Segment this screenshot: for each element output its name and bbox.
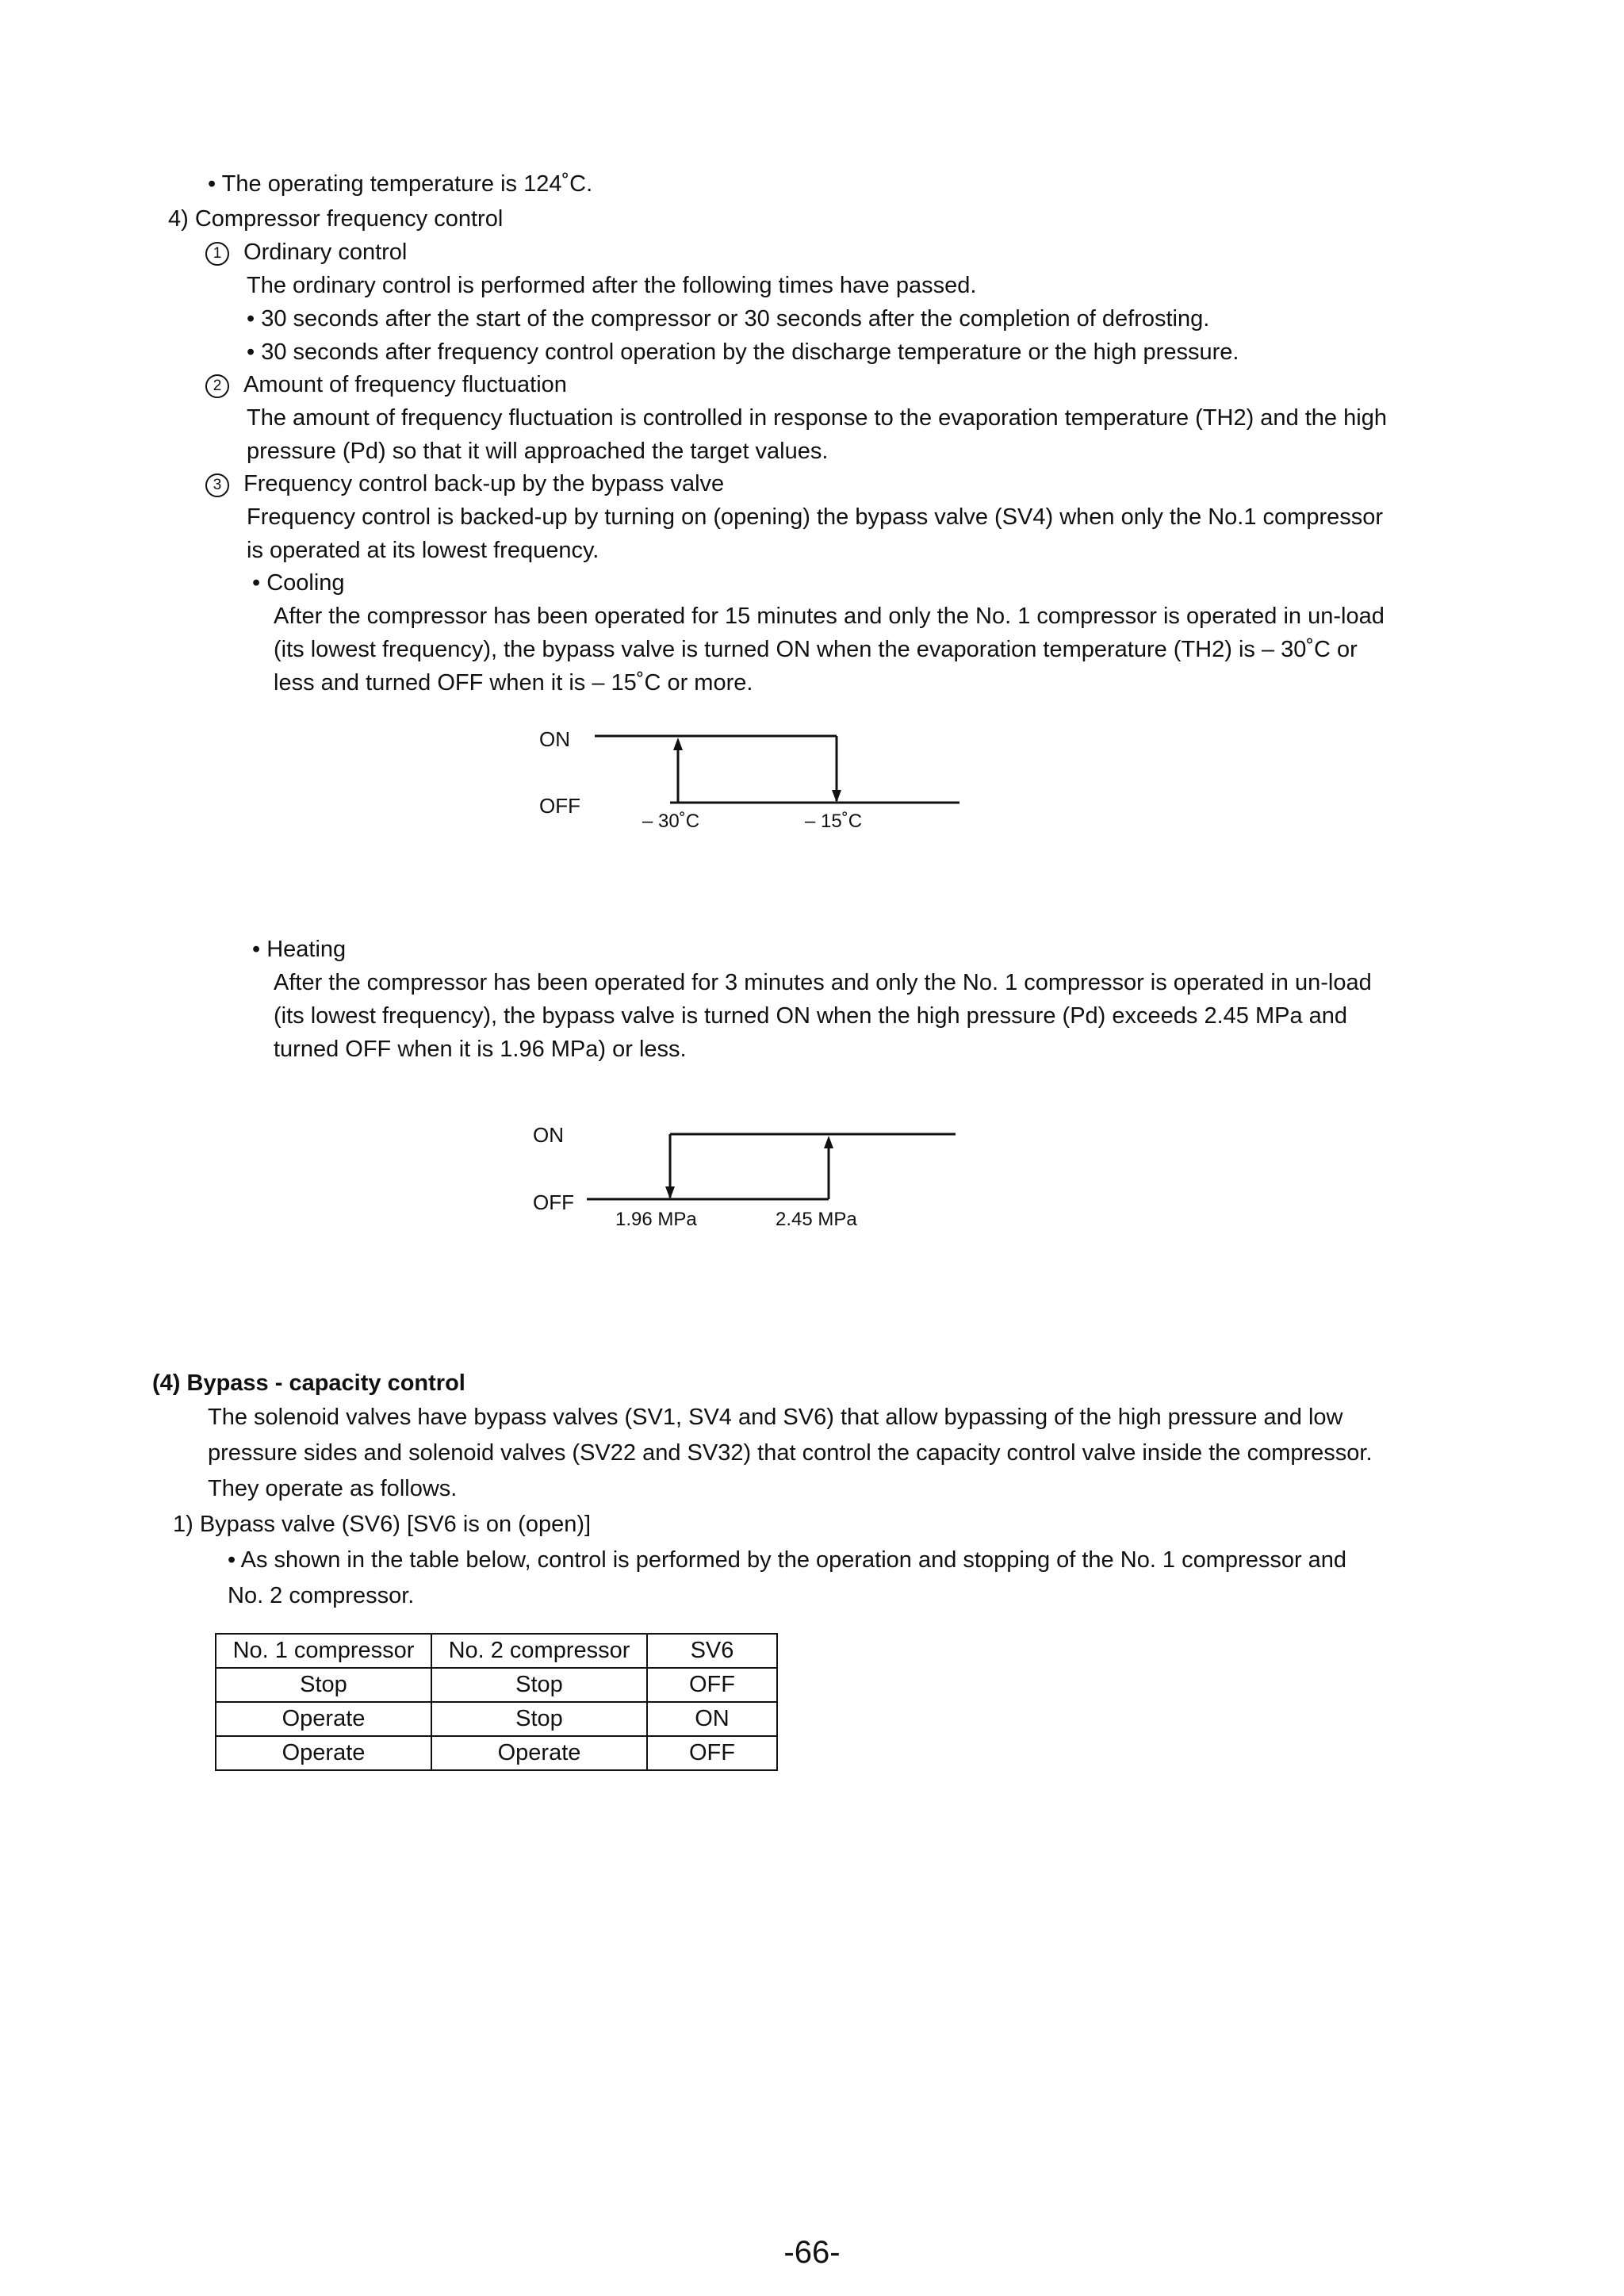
table-row: [216, 1702, 777, 1736]
table-cell: OFF: [647, 1736, 777, 1770]
paragraph-line: The solenoid valves have bypass valves (SV1, SV4 and SV6) that allow bypassing of the high pressure and low: [208, 1405, 1343, 1430]
cooling-hysteresis-diagram: [523, 714, 967, 841]
heating-on-label: ON: [533, 1123, 564, 1147]
table-cell: Stop: [216, 1668, 431, 1702]
arrowhead-up: [824, 1136, 833, 1148]
cooling-on-threshold: – 30˚C: [642, 811, 700, 832]
subheading-bypass-backup: [205, 473, 724, 497]
table-cell: Stop: [431, 1702, 647, 1736]
table-row: [216, 1668, 777, 1702]
paragraph-line: pressure sides and solenoid valves (SV22 and SV32) that control the capacity control valve inside the compressor.: [208, 1440, 1373, 1466]
arrowhead-down: [665, 1186, 675, 1199]
subheading-frequency-fluctuation: [205, 374, 567, 398]
section-title-bypass-capacity-control: (4) Bypass - capacity control: [152, 1370, 465, 1396]
paragraph-line: less and turned OFF when it is – 15˚C or more.: [274, 670, 753, 696]
paragraph-line: The amount of frequency fluctuation is controlled in response to the evaporation temperature (TH2) and the high: [247, 405, 1387, 431]
paragraph-line: pressure (Pd) so that it will approached the target values.: [247, 439, 829, 464]
heating-off-label: OFF: [533, 1190, 574, 1214]
table-header-cell: SV6: [647, 1634, 777, 1668]
paragraph-line: No. 2 compressor.: [228, 1583, 415, 1608]
paragraph-line: The ordinary control is performed after the following times have passed.: [247, 273, 977, 298]
circled-number-3: 3: [205, 473, 229, 497]
table-cell: Operate: [216, 1702, 431, 1736]
paragraph-line: Frequency control is backed-up by turning on (opening) the bypass valve (SV4) when only the No.1 compressor: [247, 504, 1384, 530]
paragraph-line: After the compressor has been operated for 3 minutes and only the No. 1 compressor is operated in un-load: [274, 970, 1372, 995]
paragraph-line: is operated at its lowest frequency.: [247, 538, 599, 563]
subheading-text: Amount of frequency fluctuation: [243, 372, 567, 397]
arrowhead-down: [832, 790, 841, 803]
table-cell: Operate: [216, 1736, 431, 1770]
cooling-off-threshold: – 15˚C: [805, 811, 863, 832]
heating-on-threshold: 2.45 MPa: [776, 1209, 857, 1230]
cooling-on-label: ON: [539, 727, 570, 751]
arrowhead-up: [673, 738, 683, 750]
subheading-text: Frequency control back-up by the bypass valve: [243, 471, 725, 496]
table-header-cell: No. 1 compressor: [216, 1634, 431, 1668]
heating-off-threshold: 1.96 MPa: [615, 1209, 697, 1230]
table-header-row: [216, 1634, 777, 1668]
bullet-line: • As shown in the table below, control is performed by the operation and stopping of the No. 1 compressor and: [228, 1547, 1347, 1573]
bullet-line: • 30 seconds after frequency control operation by the discharge temperature or the high pressure.: [247, 339, 1239, 365]
heating-hysteresis-diagram: [523, 1110, 967, 1237]
cooling-off-label: OFF: [539, 794, 580, 818]
table-row: [216, 1736, 777, 1770]
table-cell: Stop: [431, 1668, 647, 1702]
bullet-line: • 30 seconds after the start of the compressor or 30 seconds after the completion of defrosting.: [247, 306, 1210, 332]
table-cell: Operate: [431, 1736, 647, 1770]
table-cell: OFF: [647, 1668, 777, 1702]
paragraph-line: (its lowest frequency), the bypass valve is turned ON when the high pressure (Pd) exceeds 2.45 MPa and: [274, 1003, 1348, 1029]
operating-temperature-note: • The operating temperature is 124˚C.: [208, 171, 593, 197]
paragraph-line: After the compressor has been operated for 15 minutes and only the No. 1 compressor is operated in un-load: [274, 604, 1385, 629]
page-number: -66-: [783, 2235, 841, 2270]
paragraph-line: turned OFF when it is 1.96 MPa) or less.: [274, 1037, 687, 1062]
table-cell: ON: [647, 1702, 777, 1736]
subheading-text: Ordinary control: [243, 240, 408, 265]
bullet-cooling: • Cooling: [252, 570, 345, 596]
subheading-ordinary-control: [205, 241, 407, 266]
table-header-cell: No. 2 compressor: [431, 1634, 647, 1668]
heading-bypass-valve-sv6: 1) Bypass valve (SV6) [SV6 is on (open)]: [173, 1512, 592, 1537]
paragraph-line: They operate as follows.: [208, 1476, 458, 1501]
sv6-operation-table: [215, 1633, 778, 1771]
heading-compressor-frequency-control: 4) Compressor frequency control: [168, 206, 504, 232]
bullet-heating: • Heating: [252, 937, 347, 962]
circled-number-2: 2: [205, 374, 229, 398]
circled-number-1: 1: [205, 242, 229, 266]
paragraph-line: (its lowest frequency), the bypass valve is turned ON when the evaporation temperature (TH2) is – 30˚C or: [274, 637, 1358, 662]
